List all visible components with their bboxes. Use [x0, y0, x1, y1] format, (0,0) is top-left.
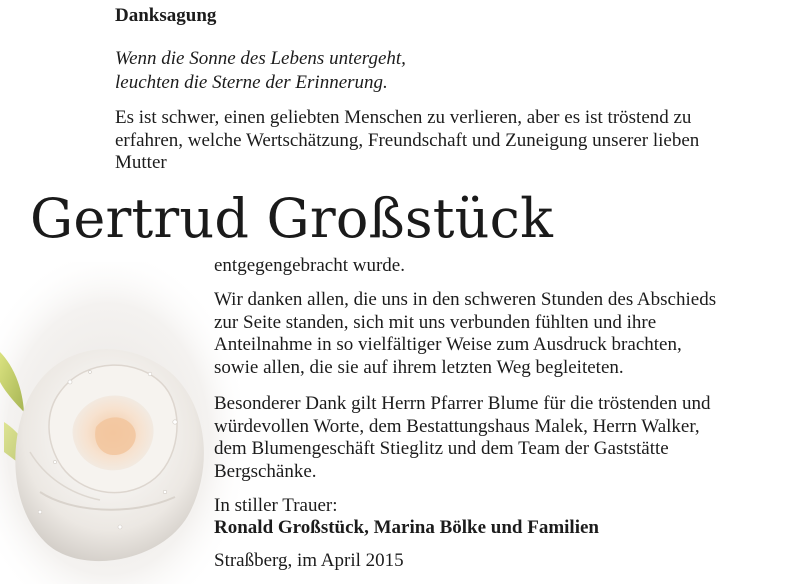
poem-line: Wenn die Sonne des Lebens untergeht, [115, 48, 406, 69]
mourning-label: In stiller Trauer: [214, 495, 338, 516]
mourners-names: Ronald Großstück, Marina Bölke und Familien [214, 517, 599, 538]
white-rose-image [0, 262, 240, 584]
intro-line: erfahren, welche Wertschätzung, Freundschaft und Zuneigung unserer lieben [115, 129, 700, 151]
deceased-name: Gertrud Großstück [30, 187, 554, 250]
notice-heading: Danksagung [115, 5, 217, 26]
thanks-paragraph-1 [214, 289, 784, 379]
thanks-paragraph-2 [214, 393, 784, 483]
poem-line: leuchten die Sterne der Erinnerung. [115, 72, 388, 93]
thanks-line: Besonderer Dank gilt Herrn Pfarrer Blume für die tröstenden und [214, 393, 711, 414]
intro-paragraph [115, 107, 785, 175]
thanks-line: zur Seite standen, sich mit uns verbunden fühlten und ihre [214, 311, 657, 333]
thanks-line: Wir danken allen, die uns in den schweren Stunden des Abschieds [214, 289, 717, 310]
thanks-line: Anteilnahme in so vielfältiger Weise zum Ausdruck brachten, [214, 334, 682, 355]
intro-line: Mutter [115, 152, 167, 173]
thanks-line: Bergschänke. [214, 460, 317, 482]
after-name-text: entgegengebracht wurde. [214, 255, 405, 276]
intro-line: Es ist schwer, einen geliebten Menschen zu verlieren, aber es ist tröstend zu [115, 107, 692, 128]
thanks-line: würdevollen Worte, dem Bestattungshaus Malek, Herrn Walker, [214, 415, 700, 437]
thanks-line: dem Blumengeschäft Stieglitz und dem Team der Gaststätte [214, 438, 669, 459]
poem-verse [115, 47, 406, 95]
place-date: Straßberg, im April 2015 [214, 550, 404, 571]
thanks-line: sowie allen, die sie auf ihrem letzten Weg begleiteten. [214, 356, 624, 378]
